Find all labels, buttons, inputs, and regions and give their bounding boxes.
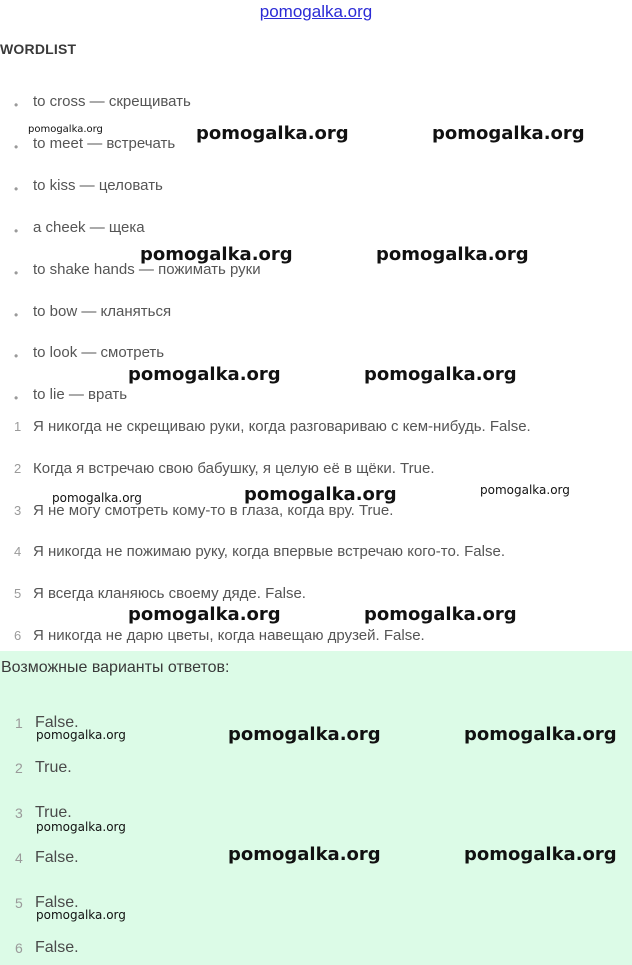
bullet-icon: • xyxy=(14,349,19,363)
statement-number: 5 xyxy=(14,586,22,601)
bullet-icon: • xyxy=(14,391,19,405)
statement-text: Я не могу смотреть кому-то в глаза, когда вру. True. xyxy=(33,502,394,519)
statement-text: Я всегда кланяюсь своему дяде. False. xyxy=(33,585,306,602)
watermark: pomogalka.org xyxy=(128,604,281,625)
site-header-link[interactable]: pomogalka.org xyxy=(259,2,373,21)
watermark: pomogalka.org xyxy=(364,604,517,625)
answer-text: True. xyxy=(35,759,72,776)
answer-number: 3 xyxy=(15,805,23,821)
answer-number: 1 xyxy=(15,715,23,731)
statement-number: 6 xyxy=(14,628,22,643)
statement-text: Я никогда не скрещиваю руки, когда разговариваю с кем-нибудь. False. xyxy=(33,418,531,435)
watermark: pomogalka.org xyxy=(464,724,617,745)
statement-text: Когда я встречаю свою бабушку, я целую её в щёки. True. xyxy=(33,460,435,477)
answer-text: False. xyxy=(35,894,79,911)
watermark: pomogalka.org xyxy=(52,491,142,505)
bullet-icon: • xyxy=(14,140,19,154)
watermark: pomogalka.org xyxy=(228,724,381,745)
answer-text: False. xyxy=(35,849,79,866)
answer-text: False. xyxy=(35,714,79,731)
wordlist-item-text: to kiss — целовать xyxy=(33,177,163,194)
watermark: pomogalka.org xyxy=(36,908,126,922)
watermark: pomogalka.org xyxy=(36,728,126,742)
watermark: pomogalka.org xyxy=(244,484,397,505)
watermark: pomogalka.org xyxy=(364,364,517,385)
wordlist-item-text: to meet — встречать xyxy=(33,135,176,152)
statement-number: 3 xyxy=(14,503,22,518)
wordlist-title: WORDLIST xyxy=(0,41,77,57)
statement-number: 1 xyxy=(14,419,22,434)
answer-number: 4 xyxy=(15,850,23,866)
bullet-icon: • xyxy=(14,182,19,196)
watermark: pomogalka.org xyxy=(28,124,103,135)
watermark: pomogalka.org xyxy=(228,844,381,865)
bullet-icon: • xyxy=(14,266,19,280)
answer-number: 5 xyxy=(15,895,23,911)
watermark: pomogalka.org xyxy=(140,244,293,265)
watermark: pomogalka.org xyxy=(196,123,349,144)
wordlist-item-text: to look — смотреть xyxy=(33,344,165,361)
answer-number: 6 xyxy=(15,940,23,956)
statement-number: 4 xyxy=(14,544,22,559)
answers-title: Возможные варианты ответов: xyxy=(1,659,230,676)
bullet-icon: • xyxy=(14,224,19,238)
statement-number: 2 xyxy=(14,461,22,476)
wordlist-item-text: to bow — кланяться xyxy=(33,303,172,320)
bullet-icon: • xyxy=(14,308,19,322)
watermark: pomogalka.org xyxy=(376,244,529,265)
answer-text: False. xyxy=(35,939,79,956)
watermark: pomogalka.org xyxy=(432,123,585,144)
watermark: pomogalka.org xyxy=(36,820,126,834)
bullet-icon: • xyxy=(14,98,19,112)
wordlist-item-text: a cheek — щека xyxy=(33,219,145,236)
answer-number: 2 xyxy=(15,760,23,776)
watermark: pomogalka.org xyxy=(128,364,281,385)
statement-text: Я никогда не пожимаю руку, когда впервые встречаю кого-то. False. xyxy=(33,543,505,560)
watermark: pomogalka.org xyxy=(464,844,617,865)
wordlist-item-text: to shake hands — пожимать руки xyxy=(33,261,261,278)
answer-text: True. xyxy=(35,804,72,821)
wordlist-item-text: to lie — врать xyxy=(33,386,128,403)
watermark: pomogalka.org xyxy=(480,483,570,497)
statement-text: Я никогда не дарю цветы, когда навещаю друзей. False. xyxy=(33,627,425,644)
wordlist-item-text: to cross — скрещивать xyxy=(33,93,191,110)
